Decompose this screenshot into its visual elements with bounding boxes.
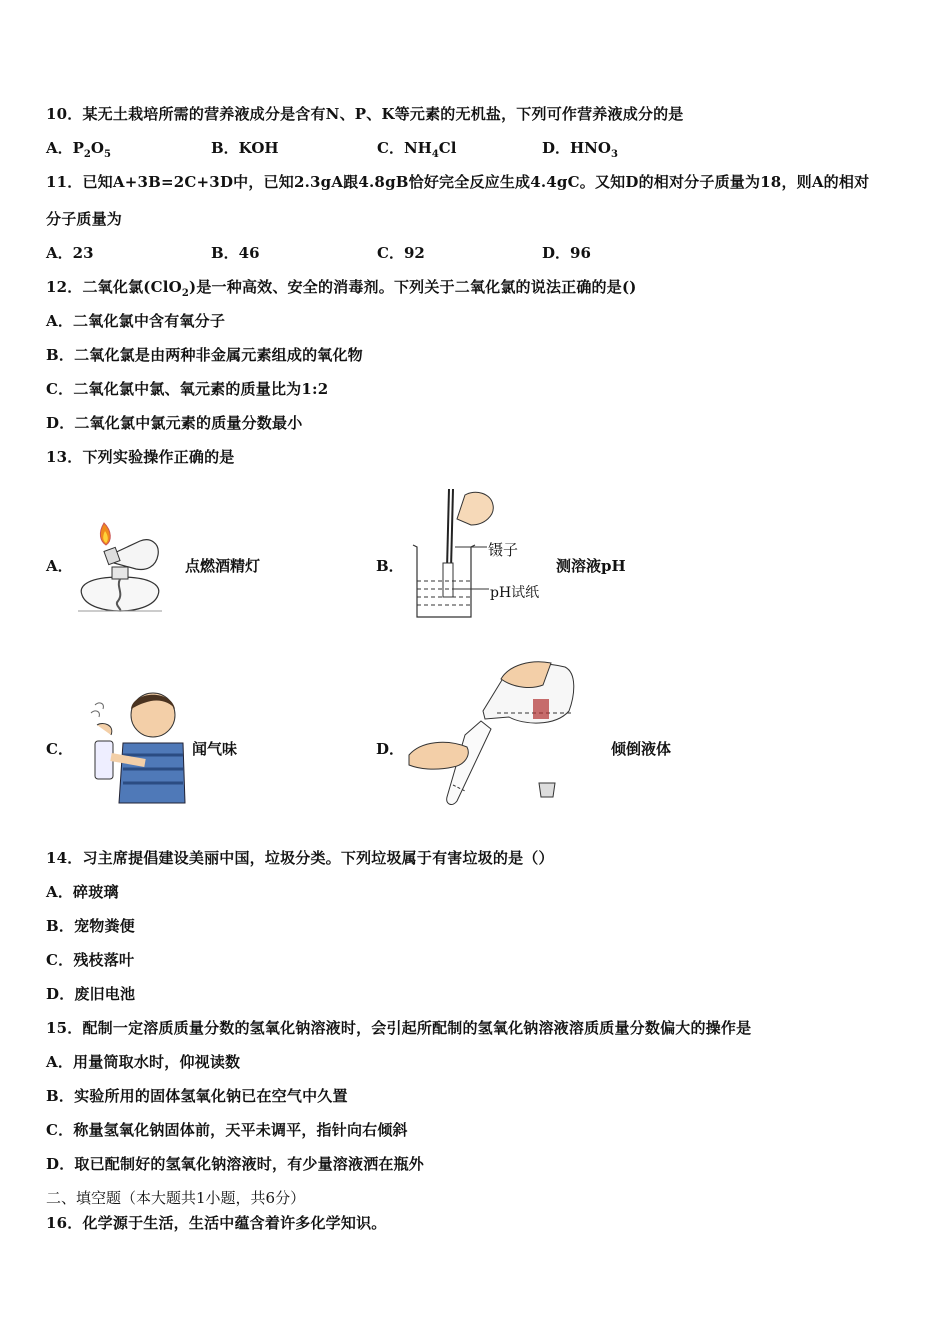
q10-stem: 10．某无土栽培所需的营养液成分是含有N、P、K等元素的无机盐，下列可作营养液成分的是: [46, 105, 684, 123]
ph-paper-label: pH试纸: [490, 585, 540, 601]
q15-option-d: D．取已配制好的氢氧化钠溶液时，有少量溶液洒在瓶外: [46, 1155, 425, 1173]
q14-option-d: D．废旧电池: [46, 985, 136, 1003]
q12-option-c: C．二氧化氯中氯、氧元素的质量比为1:2: [46, 380, 329, 398]
q11-stem-line1: 11．已知A+3B=2C+3D中，已知2.3gA跟4.8gB恰好完全反应生成4.4gC。又知D的相对分子质量为18，则A的相对: [46, 173, 870, 191]
q13-option-c-letter: C．: [46, 740, 73, 758]
q11-option-d: D．96: [542, 244, 591, 262]
q13-option-a-letter: A．: [46, 557, 73, 575]
q14-option-c: C．残枝落叶: [46, 951, 135, 969]
q10-options: [46, 137, 746, 160]
q11-stem-line2: 分子质量为: [46, 210, 123, 228]
section-heading: 二、填空题（本大题共1小题，共6分）: [46, 1189, 306, 1207]
alcohol-lamp-illustration: [70, 515, 170, 620]
q13-option-d-caption: 倾倒液体: [611, 740, 672, 758]
q13-stem: 13．下列实验操作正确的是: [46, 448, 235, 466]
q14-option-a: A．碎玻璃: [46, 883, 119, 901]
q10-option-d: D．$HNO_3$: [542, 139, 618, 160]
q15-stem: 15．配制一定溶质质量分数的氢氧化钠溶液时，会引起所配制的氢氧化钠溶液溶质质量分数偏大的操作是: [46, 1019, 752, 1037]
smelling-gas-illustration: [75, 685, 190, 805]
q11-option-c: C．92: [377, 244, 425, 262]
pouring-liquid-illustration: [405, 655, 580, 810]
tweezers-label: 镊子: [488, 541, 519, 559]
q13-option-b-letter: B．: [376, 557, 404, 575]
q13-option-d-letter: D．: [376, 740, 405, 758]
q15-option-c: C．称量氢氧化钠固体前，天平未调平，指针向右倾斜: [46, 1121, 408, 1139]
q11-options: [46, 242, 746, 262]
q11-option-a: A．23: [46, 244, 94, 262]
q13-option-a-caption: 点燃酒精灯: [185, 557, 261, 575]
ph-test-illustration: [405, 485, 550, 625]
q12-option-b: B．二氧化氯是由两种非金属元素组成的氧化物: [46, 346, 363, 364]
q12-option-a: A．二氧化氯中含有氧分子: [46, 312, 226, 330]
q10-option-b: B．KOH: [211, 139, 279, 157]
q14-option-b: B．宠物粪便: [46, 917, 135, 935]
q15-option-b: B．实验所用的固体氢氧化钠已在空气中久置: [46, 1087, 348, 1105]
q16-stem: 16．化学源于生活，生活中蕴含着许多化学知识。: [46, 1214, 387, 1232]
q14-stem: 14．习主席提倡建设美丽中国，垃圾分类。下列垃圾属于有害垃圾的是（）: [46, 849, 554, 867]
q11-option-b: B．46: [211, 244, 260, 262]
q15-option-a: A．用量筒取水时，仰视读数: [46, 1053, 241, 1071]
q10-option-c: C．$NH_4Cl$: [377, 139, 457, 160]
q13-option-b-caption: 测溶液pH: [556, 557, 626, 575]
q12-option-d: D．二氧化氯中氯元素的质量分数最小: [46, 414, 303, 432]
q12-stem: 12．二氧化氯(ClO$_2$)是一种高效、安全的消毒剂。下列关于二氧化氯的说法正确的是(): [46, 278, 637, 299]
q10-option-a: A．$P_2O_5$: [46, 139, 111, 160]
q13-option-c-caption: 闻气味: [192, 740, 238, 758]
